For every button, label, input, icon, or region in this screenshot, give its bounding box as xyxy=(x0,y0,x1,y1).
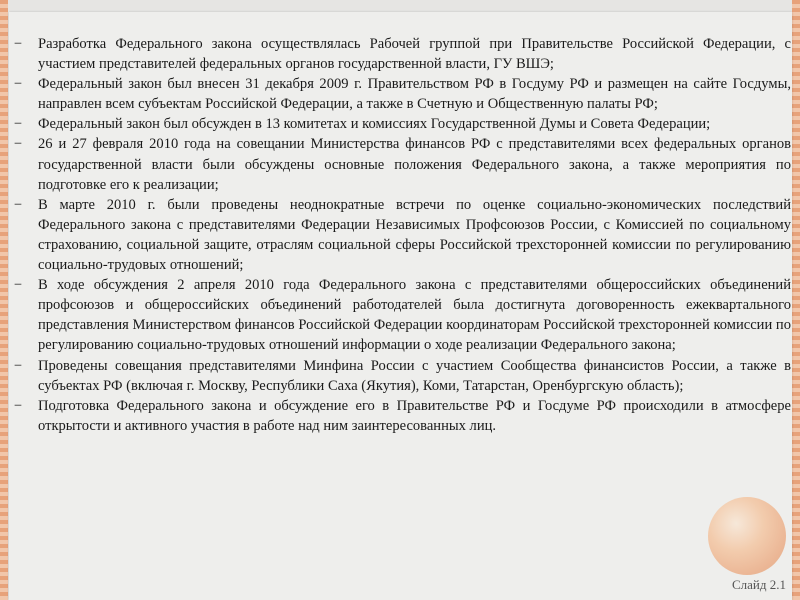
list-item-text: В марте 2010 г. были проведены неоднократные встречи по оценке социально-экономических последствий Федерального закона с представителями Федерации Независимых Профсоюзов России, с Комиссией по социальному страхованию, социальной защите, отраслям социальной сферы Российской трехсторонней комиссии по регулированию социально-трудовых отношений; xyxy=(38,196,791,274)
decorative-orange-circle xyxy=(708,497,786,575)
list-item xyxy=(0,74,800,114)
list-item xyxy=(0,134,800,194)
bullet-dash-icon: − xyxy=(13,397,23,414)
list-item-text: Проведены совещания представителями Минфина России с участием Сообщества финансистов России, а также в субъектах РФ (включая г. Москву, Республики Саха (Якутия), Коми, Татарстан, Оренбургскую область); xyxy=(38,357,791,394)
list-item-text: Федеральный закон был внесен 31 декабря 2009 г. Правительством РФ в Госдуму РФ и размещен на сайте Госдумы, направлен всем субъектам Российской Федерации, а также в Счетную и Общественную палаты РФ; xyxy=(38,76,791,113)
list-item xyxy=(0,356,800,396)
bullet-list xyxy=(0,34,800,436)
bullet-dash-icon: − xyxy=(13,116,23,133)
bullet-dash-icon: − xyxy=(13,196,23,213)
bullet-dash-icon: − xyxy=(13,136,23,153)
list-item xyxy=(0,34,800,74)
list-item xyxy=(0,114,800,134)
bullet-dash-icon: − xyxy=(13,357,23,374)
slide-number: Слайд 2.1 xyxy=(732,577,786,592)
list-item-text: Подготовка Федерального закона и обсуждение его в Правительстве РФ и Госдуме РФ происходили в атмосфере открытости и активного участия в работе над ним заинтересованных лиц. xyxy=(38,397,791,434)
list-item xyxy=(0,275,800,355)
list-item-text: Федеральный закон был обсужден в 13 комитетах и комиссиях Государственной Думы и Совета Федерации; xyxy=(38,116,711,133)
list-item-text: Разработка Федерального закона осуществлялась Рабочей группой при Правительстве Российской Федерации, с участием представителей федеральных органов государственной власти, ГУ ВШЭ; xyxy=(38,36,791,73)
bullet-dash-icon: − xyxy=(13,36,23,52)
list-item xyxy=(0,396,800,436)
list-item xyxy=(0,195,800,275)
list-item-text: В ходе обсуждения 2 апреля 2010 года Федерального закона с представителями общероссийских объединений профсоюзов и общероссийских объединений работодателей была достигнута договоренность ежеквартального представления Министерством финансов Российской Федерации координаторам Российской трехсторонней комиссии по регулированию социально-трудовых отношений информации о ходе реализации Федерального закона; xyxy=(38,277,791,354)
list-item-text: 26 и 27 февраля 2010 года на совещании Министерства финансов РФ с представителями всех федеральных органов государственной власти были обсуждены основные положения Федерального закона, а также мероприятия по подготовке его к реализации; xyxy=(38,136,791,193)
bullet-dash-icon: − xyxy=(13,76,23,93)
bullet-dash-icon: − xyxy=(13,277,23,294)
